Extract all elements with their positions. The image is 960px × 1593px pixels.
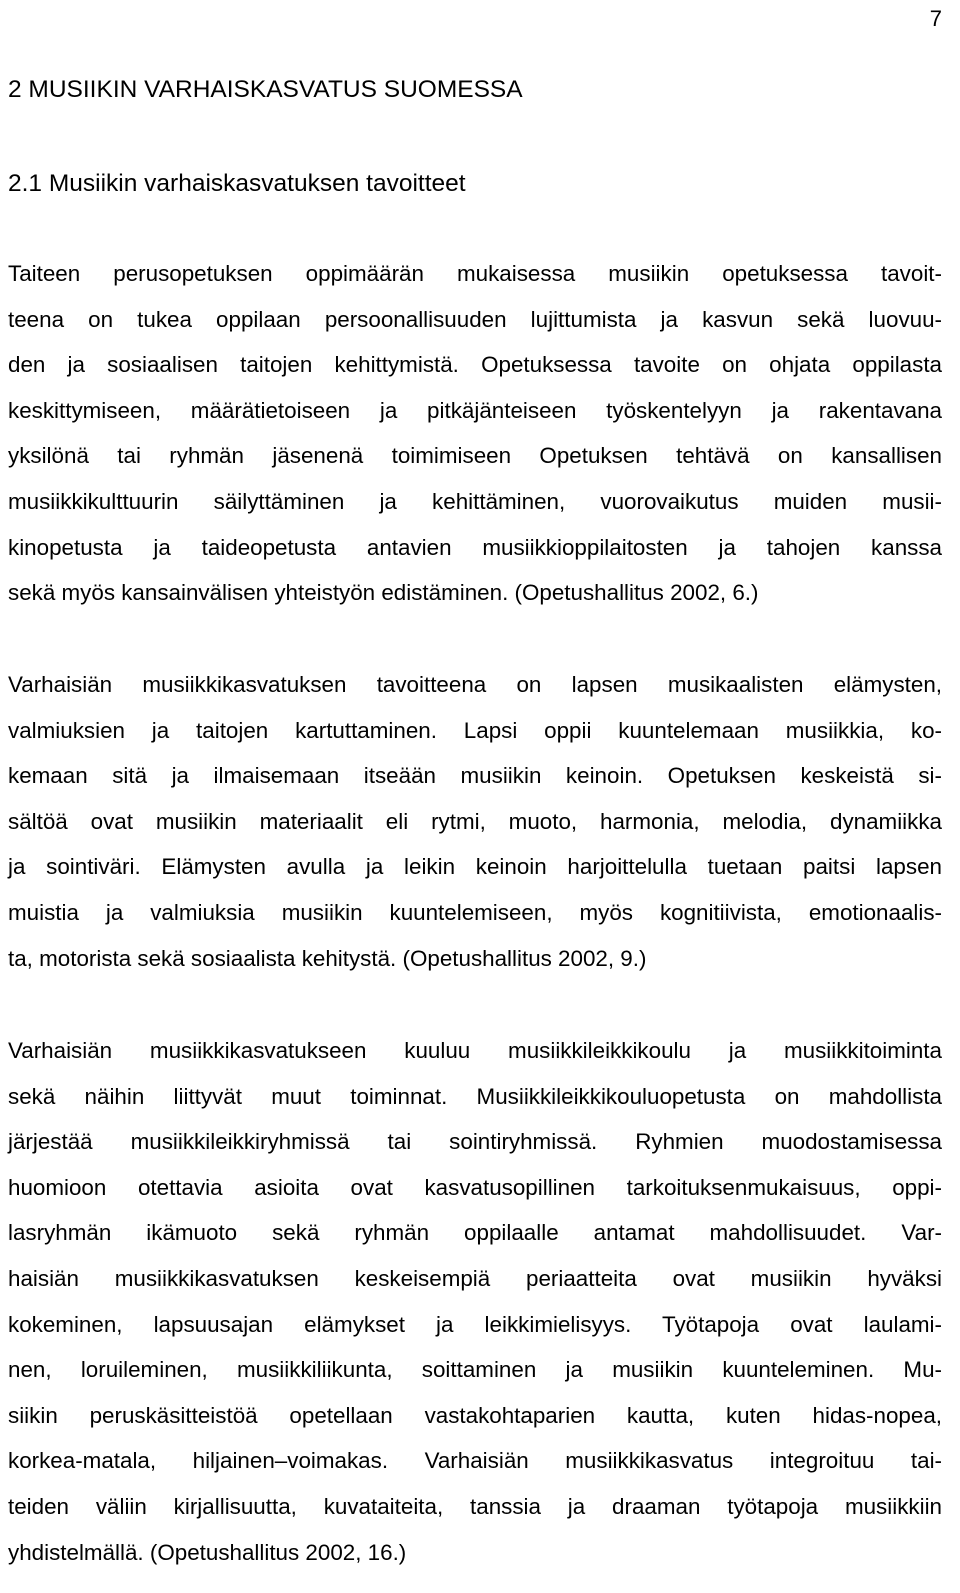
text-line: kinopetusta ja taideopetusta antavien musiikkioppilaitosten ja tahojen kanssa <box>8 534 942 560</box>
text-line: siikin peruskäsitteistöä opetellaan vastakohtaparien kautta, kuten hidas-nopea, <box>8 1402 942 1428</box>
text-line: keskittymiseen, määrätietoiseen ja pitkäjänteiseen työskentelyyn ja rakentavana <box>8 397 942 423</box>
section-title: 2.1 Musiikin varhaiskasvatuksen tavoitteet <box>8 170 466 197</box>
text-line: ta, motorista sekä sosiaalista kehitystä. (Opetushallitus 2002, 9.) <box>8 945 647 971</box>
text-line: yksilönä tai ryhmän jäsenenä toimimiseen Opetuksen tehtävä on kansallisen <box>8 443 942 469</box>
text-line: korkea-matala, hiljainen–voimakas. Varhaisiän musiikkikasvatus integroituu tai- <box>8 1448 942 1474</box>
text-line: yhdistelmällä. (Opetushallitus 2002, 16.) <box>8 1539 407 1565</box>
text-line: musiikkikulttuurin säilyttäminen ja kehittäminen, vuorovaikutus muiden musii- <box>8 488 942 514</box>
text-line: haisiän musiikkikasvatuksen keskeisempiä periaatteita ovat musiikin hyväksi <box>8 1265 942 1291</box>
text-line: Varhaisiän musiikkikasvatukseen kuuluu musiikkileikkikoulu ja musiikkitoiminta <box>8 1038 942 1063</box>
text-line: järjestää musiikkileikkiryhmissä tai sointiryhmissä. Ryhmien muodostamisessa <box>8 1129 942 1155</box>
text-line: teiden väliin kirjallisuutta, kuvataiteita, tanssia ja draaman työtapoja musiikkiin <box>8 1493 942 1519</box>
text-line: den ja sosiaalisen taitojen kehittymistä. Opetuksessa tavoite on ohjata oppilasta <box>8 352 942 378</box>
text-line: ja sointiväri. Elämysten avulla ja leikin keinoin harjoittelulla tuetaan paitsi lapsen <box>8 854 942 880</box>
paragraph-1 <box>8 251 942 616</box>
text-line: kokeminen, lapsuusajan elämykset ja leikkimielisyys. Työtapoja ovat laulami- <box>8 1311 942 1337</box>
text-line: teena on tukea oppilaan persoonallisuuden lujittumista ja kasvun sekä luovuu- <box>8 306 942 332</box>
text-line: lasryhmän ikämuoto sekä ryhmän oppilaalle antamat mahdollisuudet. Var- <box>8 1220 942 1246</box>
text-line: Taiteen perusopetuksen oppimäärän mukaisessa musiikin opetuksessa tavoit- <box>8 261 942 286</box>
chapter-title: 2 MUSIIKIN VARHAISKASVATUS SUOMESSA <box>8 76 523 103</box>
text-line: Varhaisiän musiikkikasvatuksen tavoitteena on lapsen musikaalisten elämysten, <box>8 672 942 697</box>
paragraph-2 <box>8 662 942 981</box>
text-line: huomioon otettavia asioita ovat kasvatusopillinen tarkoituksenmukaisuus, oppi- <box>8 1174 942 1200</box>
text-line: kemaan sitä ja ilmaisemaan itseään musiikin keinoin. Opetuksen keskeistä si- <box>8 763 942 789</box>
text-line: nen, loruileminen, musiikkiliikunta, soittaminen ja musiikin kuunteleminen. Mu- <box>8 1357 942 1383</box>
text-line: sältöä ovat musiikin materiaalit eli rytmi, muoto, harmonia, melodia, dynamiikka <box>8 808 942 834</box>
page-number: 7 <box>929 6 942 31</box>
text-line: sekä näihin liittyvät muut toiminnat. Musiikkileikkikouluopetusta on mahdollista <box>8 1083 942 1109</box>
text-line: valmiuksien ja taitojen kartuttaminen. Lapsi oppii kuuntelemaan musiikkia, ko- <box>8 717 942 743</box>
paragraph-3 <box>8 1028 942 1575</box>
text-line: muistia ja valmiuksia musiikin kuuntelemiseen, myös kognitiivista, emotionaalis- <box>8 899 942 925</box>
text-line: sekä myös kansainvälisen yhteistyön edistäminen. (Opetushallitus 2002, 6.) <box>8 580 759 606</box>
